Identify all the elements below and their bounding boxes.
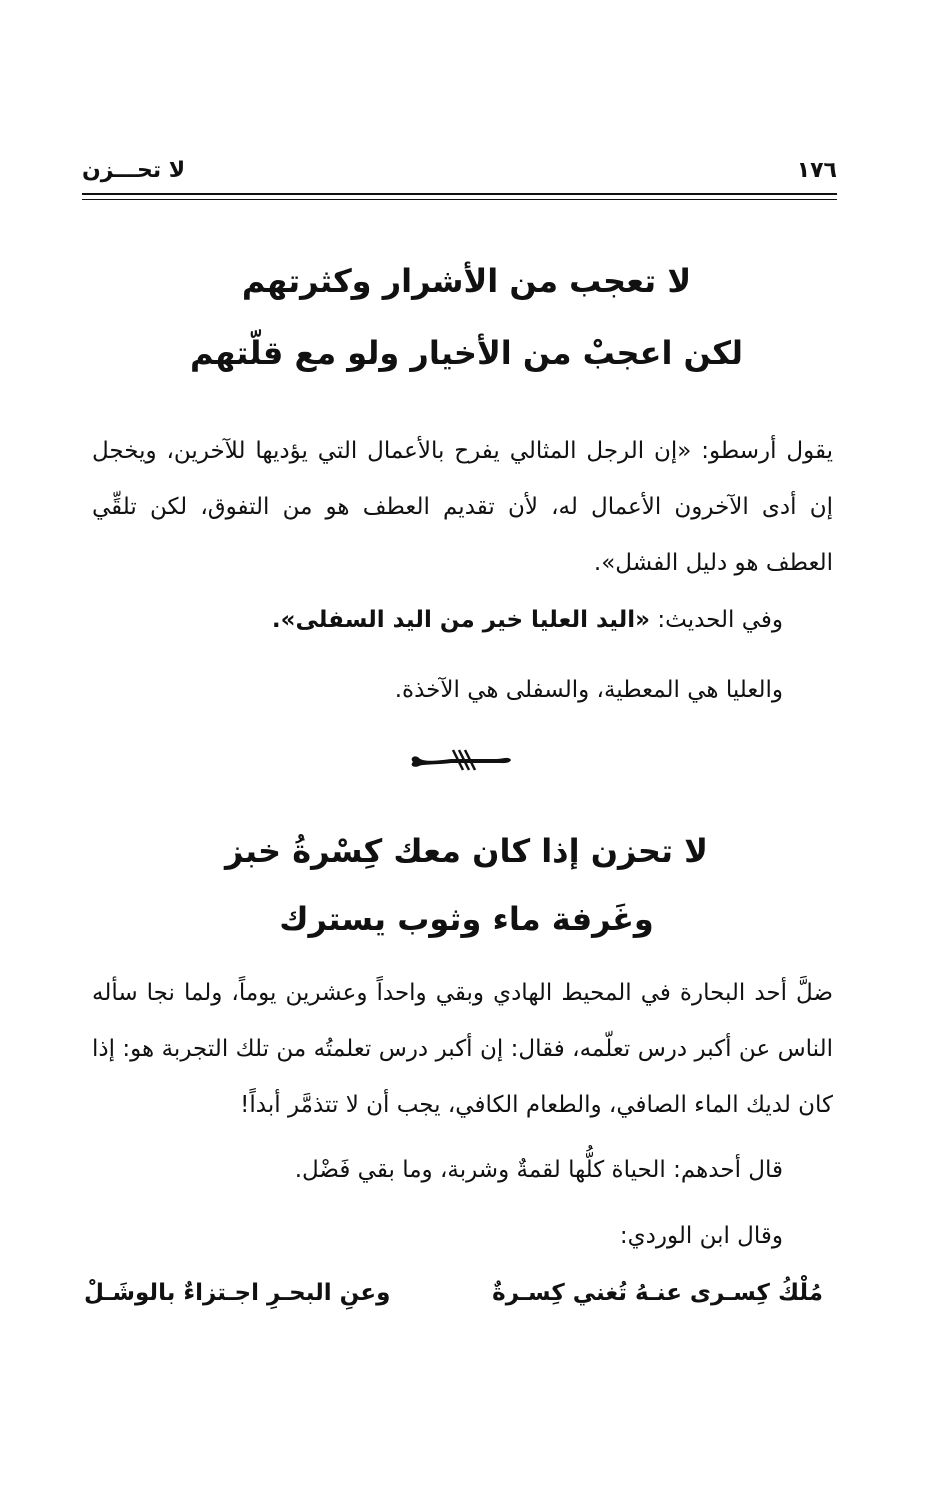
verse-second-hemistich: وعنِ البحـرِ اجـتزاءٌ بالوشَـلْ xyxy=(84,1280,391,1306)
section2-title-line1: لا تحزن إذا كان معك كِسْرةُ خبز xyxy=(225,832,708,870)
hadith-paragraph xyxy=(92,592,783,648)
hadith-intro: وفي الحديث: xyxy=(650,607,783,633)
page-number: ١٧٦ xyxy=(796,158,837,183)
poet-intro: وقال ابن الوردي: xyxy=(619,1223,783,1249)
section1-title-line1: لا تعجب من الأشرار وكثرتهم xyxy=(241,262,692,300)
section2-title-line2: وغَرفة ماء وثوب يسترك xyxy=(279,900,654,938)
explanation-paragraph: والعليا هي المعطية، والسفلى هي الآخذة. xyxy=(394,677,783,703)
running-header xyxy=(82,156,837,190)
running-title: لا تحـــزن xyxy=(82,158,186,183)
header-rule-thin xyxy=(82,199,837,200)
sailor-paragraph: ضلَّ أحد البحارة في المحيط الهادي وبقي واحداً وعشرين يوماً، ولما نجا سأله الناس عن أكبر درس تعلّمه، فقال: إن أكبر درس تعلمتُه من تلك التجربة هو: إذا كان لديك الماء الصافي، والطعام الكافي، يجب أن لا تتذمَّر أبداً! xyxy=(92,980,833,1118)
section1-title-line2: لكن اعجبْ من الأخيار ولو مع قلّتهم xyxy=(190,334,743,372)
aristotle-paragraph: يقول أرسطو: «إن الرجل المثالي يفرح بالأعمال التي يؤديها للآخرين، ويخجل إن أدى الآخرون الأعمال له، لأن تقديم العطف هو من التفوق، لكن تلقِّي العطف هو دليل الفشل». xyxy=(92,438,833,576)
ornament-divider-icon xyxy=(405,744,515,774)
hadith-quote: «اليد العليا خير من اليد السفلى». xyxy=(271,607,651,633)
header-rule-thick xyxy=(82,193,837,195)
saying-paragraph: قال أحدهم: الحياة كلُّها لقمةٌ وشربة، وما بقي فَضْل. xyxy=(294,1157,783,1183)
verse-first-hemistich: مُلْكُ كِسـرى عنـهُ تُغني كِسـرةٌ xyxy=(492,1280,823,1306)
